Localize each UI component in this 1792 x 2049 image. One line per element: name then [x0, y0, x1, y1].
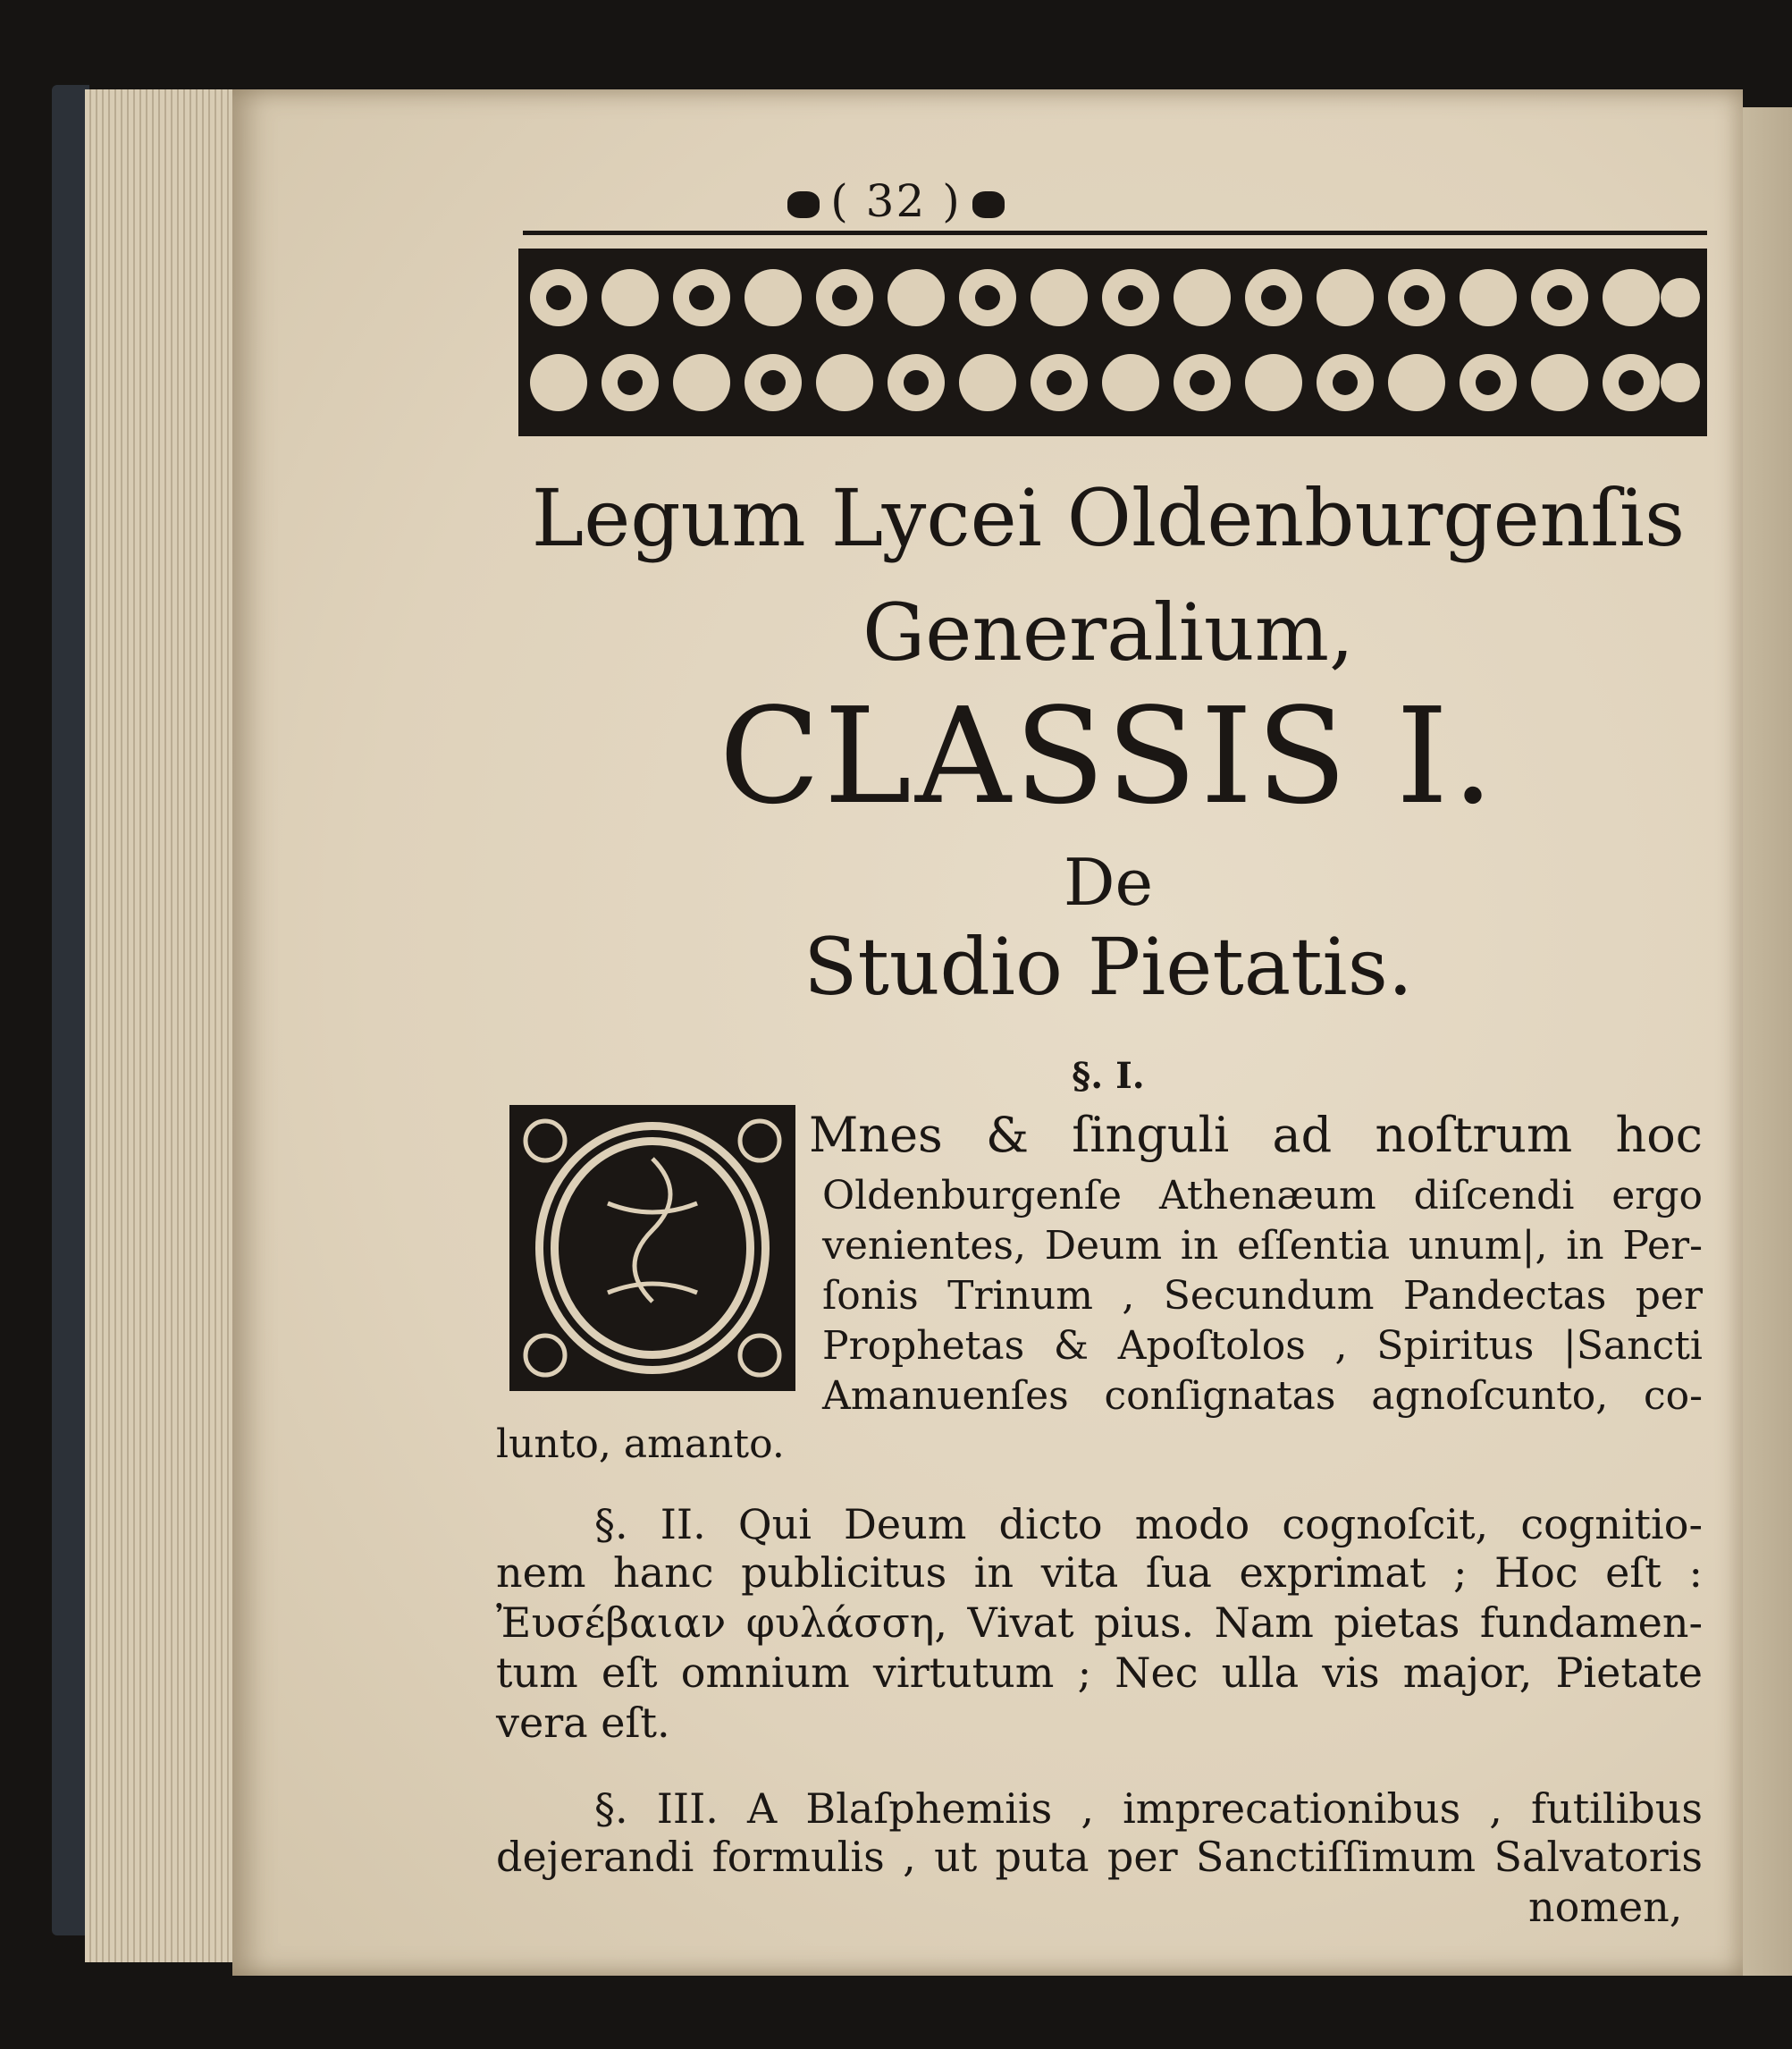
decorated-initial-o-icon	[509, 1105, 795, 1391]
header-rule	[523, 231, 1707, 235]
section-1-line-6: Amanuenſes conſignatas agnoſcunto, co-	[822, 1373, 1703, 1419]
book-cover-edge	[52, 85, 89, 1935]
title-studio-pietatis: Studio Pietatis.	[803, 921, 1413, 1013]
woodcut-ornament-band	[518, 249, 1707, 436]
fleuron-right-icon	[972, 191, 1005, 218]
title-de: De	[1063, 845, 1154, 920]
left-page-stack	[85, 89, 241, 1962]
section-1-line-7: lunto, amanto.	[496, 1421, 785, 1467]
section-3-line-1: §. III. A Blaſphemiis , imprecationibus , futilibus	[594, 1784, 1703, 1833]
section-1-line-2: Oldenburgenſe Athenæum diſcendi ergo	[822, 1173, 1703, 1218]
section-2-line-2: nem hanc publicitus in vita ſua exprimat ; Hoc eſt :	[496, 1548, 1703, 1597]
title-classis: CLASSIS I.	[719, 679, 1498, 833]
section-1-label: §. I.	[1072, 1055, 1145, 1097]
section-1-line-4: ſonis Trinum , Secundum Pandectas per	[822, 1273, 1703, 1319]
page-number	[0, 175, 1792, 227]
section-2-line-5: vera eſt.	[496, 1699, 670, 1747]
section-2-line-4: tum eſt omnium virtutum ; Nec ulla vis major, Pietate	[496, 1648, 1703, 1697]
section-1-line-3: venientes, Deum in eſſentia unum|, in Per-	[822, 1223, 1703, 1269]
title-line-2: Generalium,	[862, 586, 1355, 679]
section-3-line-3: nomen,	[1528, 1883, 1683, 1931]
page-number-text: ( 32 )	[830, 175, 962, 227]
section-3-line-2: dejerandi formulis , ut puta per Sanctiſſimum Salvatoris	[496, 1833, 1703, 1881]
section-1-line-5: Prophetas & Apoſtolos , Spiritus |Sancti	[822, 1323, 1703, 1369]
title-line-1: Legum Lycei Oldenburgenſis	[531, 472, 1686, 564]
section-2-line-3: Ἐυσέβαιαν φυλάσση, Vivat pius. Nam pietas fundamen-	[496, 1598, 1703, 1647]
section-2-line-1: §. II. Qui Deum dicto modo cognoſcit, cognitio-	[594, 1500, 1703, 1548]
fleuron-left-icon	[787, 191, 820, 218]
section-1-line-1: Mnes & ſinguli ad noſtrum hoc	[809, 1107, 1703, 1163]
